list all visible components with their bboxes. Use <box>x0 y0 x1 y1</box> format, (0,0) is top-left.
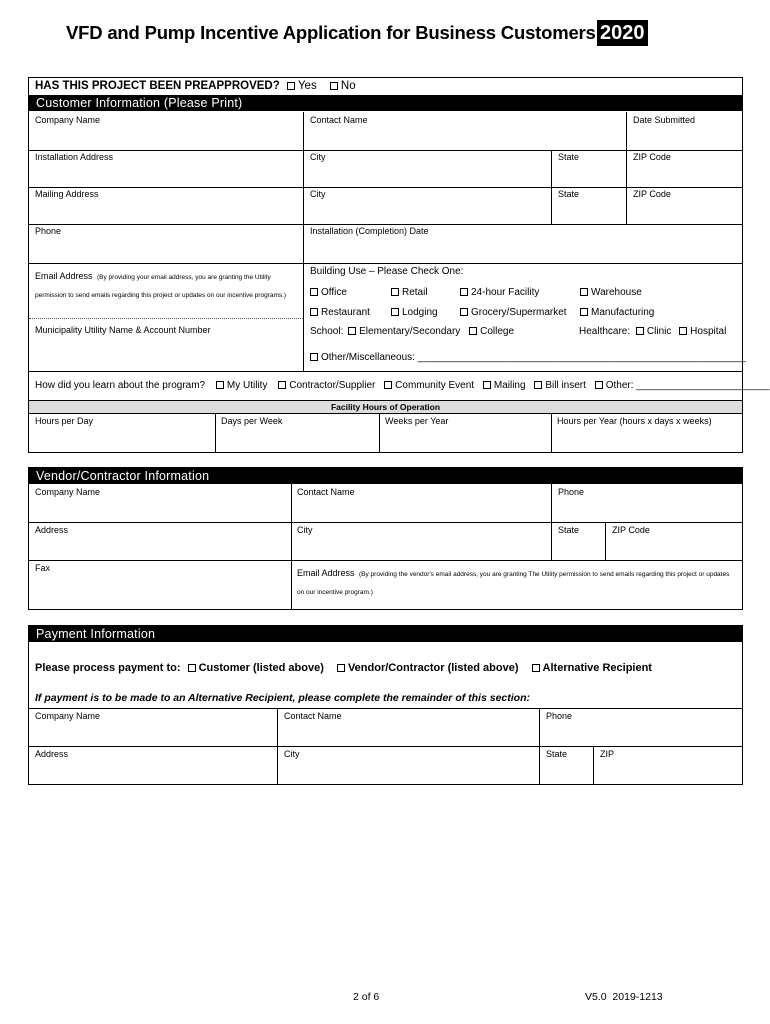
customer-section <box>28 77 770 453</box>
learn-other-label: Other: ________________________ <box>605 380 770 391</box>
checkbox-icon[interactable] <box>580 288 588 296</box>
customer-mailing-city-field[interactable]: City <box>310 189 326 199</box>
customer-phone-field[interactable]: Phone <box>35 226 62 236</box>
healthcare-clinic-checkbox[interactable] <box>636 327 644 335</box>
learn-question: How did you learn about the program? <box>35 380 206 391</box>
preapproval-yes-label: Yes <box>297 80 317 92</box>
learn-insert-label: Bill insert <box>545 380 586 391</box>
preapproval-no-label: No <box>340 80 356 92</box>
healthcare-label: Healthcare: <box>579 326 631 337</box>
learn-contractor-checkbox[interactable] <box>278 381 286 389</box>
learn-insert-checkbox[interactable] <box>534 381 542 389</box>
vendor-address-field[interactable]: Address <box>35 525 69 535</box>
customer-mailing-address-field[interactable]: Mailing Address <box>35 189 99 199</box>
weeks-per-year-field[interactable]: Weeks per Year <box>385 416 449 426</box>
vendor-phone-field[interactable]: Phone <box>558 487 585 497</box>
vendor-city-field[interactable]: City <box>297 525 313 535</box>
learn-mailing-label: Mailing <box>493 380 526 391</box>
building-office-option[interactable]: Office <box>310 287 347 298</box>
learn-event-label: Community Event <box>395 380 475 391</box>
healthcare-hospital-label: Hospital <box>690 326 727 337</box>
customer-installation-address-field[interactable]: Installation Address <box>35 152 114 162</box>
pay-customer-label: Customer (listed above) <box>198 662 324 674</box>
pay-alternative-label: Alternative Recipient <box>542 662 652 674</box>
vendor-email-label: Email Address <box>297 568 355 578</box>
alt-state-field[interactable]: State <box>546 749 568 759</box>
alt-zip-field[interactable]: ZIP <box>600 749 615 759</box>
customer-install-state-field[interactable]: State <box>558 152 580 162</box>
preapproval-yes-checkbox[interactable] <box>287 82 295 90</box>
checkbox-icon[interactable] <box>580 308 588 316</box>
learn-utility-label: My Utility <box>226 380 268 391</box>
customer-install-city-field[interactable]: City <box>310 152 326 162</box>
pay-alternative-checkbox[interactable] <box>532 664 540 672</box>
building-restaurant-option[interactable]: Restaurant <box>310 307 370 318</box>
preapproval-row <box>35 80 356 92</box>
vendor-section <box>28 467 743 610</box>
vendor-email-field[interactable] <box>297 563 737 599</box>
building-other-option[interactable]: Other/Miscellaneous: ___________________________________________________________ <box>310 352 746 363</box>
vendor-section-heading: Vendor/Contractor Information <box>29 468 742 484</box>
customer-email-note: (By providing your email address, you are granting the Utility permission to send emails regarding this project or updates on our incentive programs.) <box>35 274 287 299</box>
checkbox-icon[interactable] <box>391 288 399 296</box>
vendor-company-name-field[interactable]: Company Name <box>35 487 101 497</box>
pay-vendor-checkbox[interactable] <box>337 664 345 672</box>
customer-utility-account-field[interactable]: Municipality Utility Name & Account Number <box>35 325 211 335</box>
alt-contact-name-field[interactable]: Contact Name <box>284 711 342 721</box>
checkbox-icon[interactable] <box>310 288 318 296</box>
checkbox-icon[interactable] <box>310 353 318 361</box>
learn-event-checkbox[interactable] <box>384 381 392 389</box>
school-label: School: <box>310 326 344 337</box>
facility-hours-heading: Facility Hours of Operation <box>29 401 742 413</box>
building-use-label: Building Use – Please Check One: <box>310 266 464 277</box>
building-24hour-option[interactable]: 24-hour Facility <box>460 287 539 298</box>
alternative-recipient-note: If payment is to be made to an Alternative Recipient, please complete the remainder of this section: <box>35 692 530 704</box>
pay-customer-checkbox[interactable] <box>188 664 196 672</box>
building-school-row <box>310 326 514 337</box>
school-elementary-label: Elementary/Secondary <box>359 326 461 337</box>
preapproval-question: HAS THIS PROJECT BEEN PREAPPROVED? <box>35 80 280 92</box>
alt-address-field[interactable]: Address <box>35 749 69 759</box>
version-number: V5.0 2019-1213 <box>585 991 663 1003</box>
learn-program-row <box>35 380 770 391</box>
payment-process-label: Please process payment to: <box>35 662 181 674</box>
preapproval-no-checkbox[interactable] <box>330 82 338 90</box>
healthcare-hospital-checkbox[interactable] <box>679 327 687 335</box>
payment-section-heading: Payment Information <box>29 626 742 642</box>
customer-email-label: Email Address <box>35 271 93 281</box>
customer-install-zip-field[interactable]: ZIP Code <box>633 152 671 162</box>
building-grocery-option[interactable]: Grocery/Supermarket <box>460 307 567 318</box>
alt-city-field[interactable]: City <box>284 749 300 759</box>
customer-mailing-zip-field[interactable]: ZIP Code <box>633 189 671 199</box>
hours-per-year-field[interactable]: Hours per Year (hours x days x weeks) <box>557 416 712 426</box>
checkbox-icon[interactable] <box>460 308 468 316</box>
alt-company-name-field[interactable]: Company Name <box>35 711 101 721</box>
building-warehouse-option[interactable]: Warehouse <box>580 287 642 298</box>
learn-other-checkbox[interactable] <box>595 381 603 389</box>
vendor-state-field[interactable]: State <box>558 525 580 535</box>
alt-phone-field[interactable]: Phone <box>546 711 573 721</box>
customer-email-field[interactable] <box>35 266 295 302</box>
customer-mailing-state-field[interactable]: State <box>558 189 580 199</box>
payment-section <box>28 625 743 785</box>
building-healthcare-row <box>579 326 726 337</box>
school-elementary-checkbox[interactable] <box>348 327 356 335</box>
customer-contact-name-field[interactable]: Contact Name <box>310 115 368 125</box>
customer-company-name-field[interactable]: Company Name <box>35 115 101 125</box>
payment-recipient-row <box>35 662 652 674</box>
learn-utility-checkbox[interactable] <box>216 381 224 389</box>
school-college-label: College <box>480 326 515 337</box>
customer-installation-date-field[interactable]: Installation (Completion) Date <box>310 226 429 236</box>
learn-mailing-checkbox[interactable] <box>483 381 491 389</box>
building-retail-option[interactable]: Retail <box>391 287 428 298</box>
customer-section-heading: Customer Information (Please Print) <box>29 95 742 111</box>
building-manufacturing-option[interactable]: Manufacturing <box>580 307 654 318</box>
pay-vendor-label: Vendor/Contractor (listed above) <box>347 662 519 674</box>
vendor-contact-name-field[interactable]: Contact Name <box>297 487 355 497</box>
vendor-email-note: (By providing the vendor's email address, you are granting The Utility permission to send emails regarding this project or updates on our incentive program.) <box>297 571 730 596</box>
learn-contractor-label: Contractor/Supplier <box>289 380 376 391</box>
days-per-week-field[interactable]: Days per Week <box>221 416 283 426</box>
checkbox-icon[interactable] <box>460 288 468 296</box>
healthcare-clinic-label: Clinic <box>646 326 672 337</box>
vendor-fax-field[interactable]: Fax <box>35 563 51 573</box>
form-year-badge: 2020 <box>597 20 648 46</box>
vendor-zip-field[interactable]: ZIP Code <box>612 525 650 535</box>
customer-date-submitted-field[interactable]: Date Submitted <box>633 115 696 125</box>
checkbox-icon[interactable] <box>391 308 399 316</box>
page-number: 2 of 6 <box>353 991 380 1003</box>
school-college-checkbox[interactable] <box>469 327 477 335</box>
checkbox-icon[interactable] <box>310 308 318 316</box>
building-lodging-option[interactable]: Lodging <box>391 307 438 318</box>
form-title: VFD and Pump Incentive Application for Business Customers <box>66 22 596 43</box>
hours-per-day-field[interactable]: Hours per Day <box>35 416 94 426</box>
